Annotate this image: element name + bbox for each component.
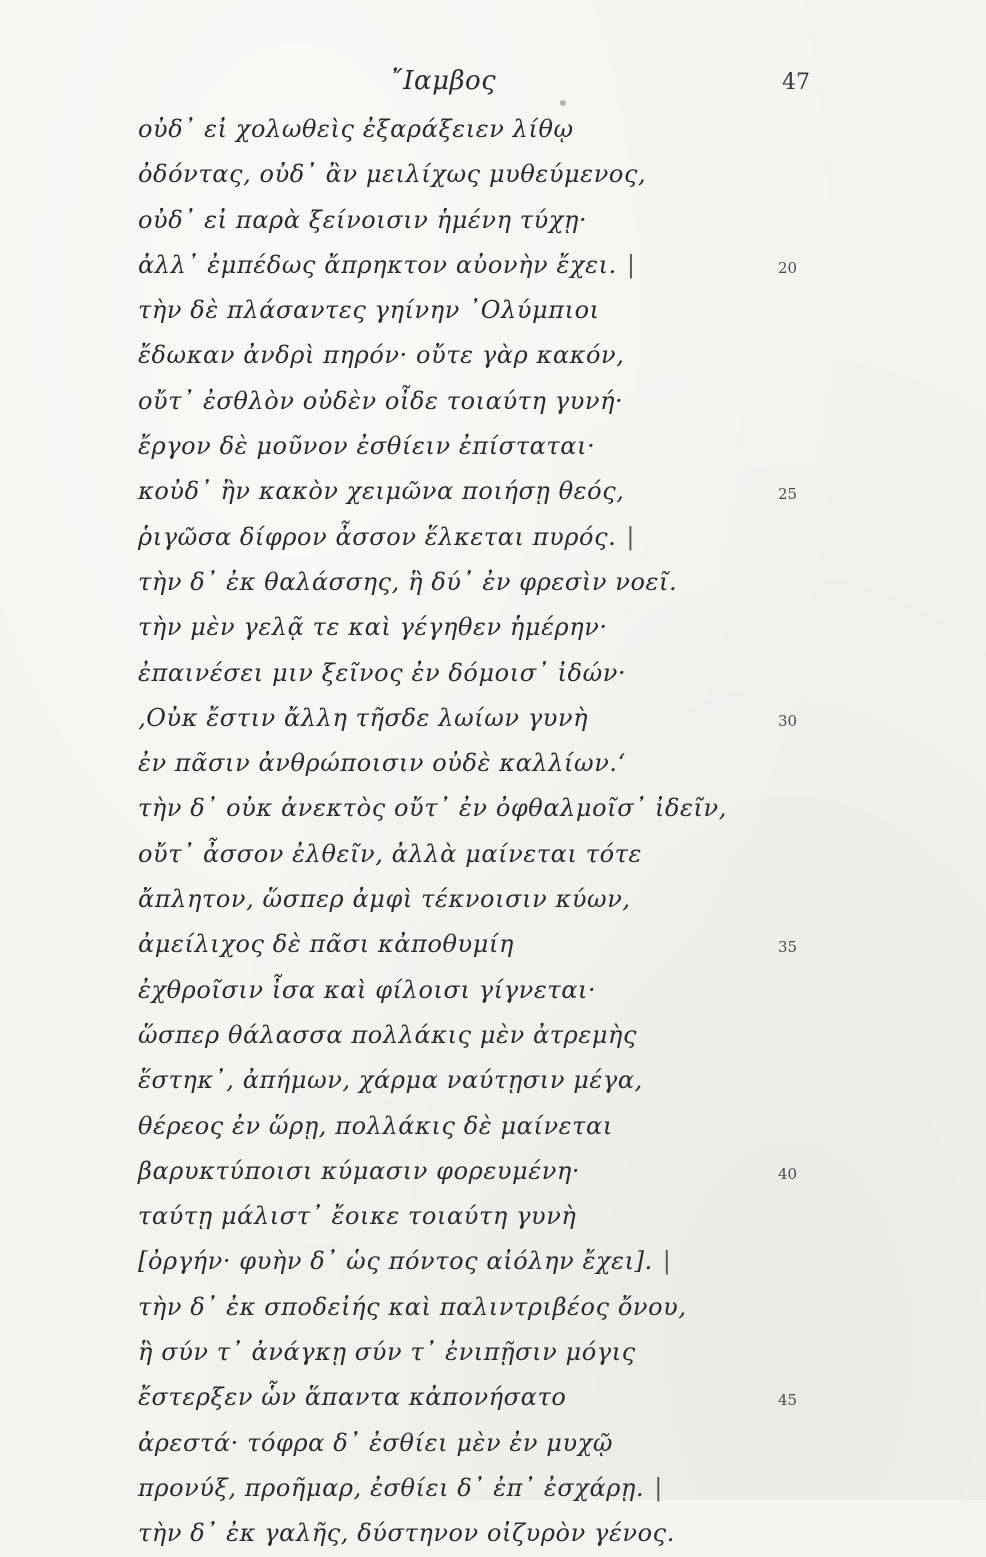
verse-text: ἔδωκαν ἀνδρὶ πηρόν· οὔτε γὰρ κακόν, — [138, 341, 625, 370]
verse-line — [138, 786, 838, 831]
verse-line — [138, 651, 838, 696]
line-number: 30 — [778, 711, 798, 730]
verse-text: ἄπλητον, ὥσπερ ἀμφὶ τέκνοισιν κύων, — [138, 885, 631, 914]
verse-text: οὐδ᾽ εἰ παρὰ ξείνοισιν ἡμένη τύχῃ· — [138, 205, 588, 234]
verse-line — [138, 1013, 838, 1058]
running-header — [0, 66, 986, 96]
caesura-mark: | — [654, 1473, 663, 1502]
caesura-mark: | — [626, 522, 636, 551]
verse-line — [138, 1466, 838, 1511]
page-number: 47 — [782, 70, 810, 95]
verse-text: ἔστερξεν ὧν ἅπαντα κἀπονήσατο — [138, 1383, 567, 1412]
verse-text: [ὀργήν· φυὴν δ᾽ ὡς πόντος αἰόλην ἔχει]. — [138, 1247, 653, 1276]
verse-text: ῥιγῶσα δίφρον ἆσσον ἕλκεται πυρός. — [138, 522, 617, 551]
verse-text: κοὐδ᾽ ἢν κακὸν χειμῶνα ποιήσῃ θεός, — [138, 477, 625, 506]
verse-line — [138, 877, 838, 922]
verse-text: τὴν δ᾽ οὐκ ἀνεκτὸς οὔτ᾽ ἐν ὀφθαλμοῖσ᾽ ἰδεῖν, — [138, 794, 727, 823]
verse-text: οὐδ᾽ εἰ χολωθεὶς ἐξαράξειεν λίθῳ — [138, 115, 574, 143]
verse-text: ἕστηκ᾽, ἀπήμων, χάρμα ναύτῃσιν μέγα, — [138, 1066, 643, 1095]
verse-text: ἔργον δὲ μοῦνον ἐσθίειν ἐπίσταται· — [138, 432, 596, 461]
verse-text: προνύξ, προῆμαρ, ἐσθίει δ᾽ ἐπ᾽ ἐσχάρῃ. — [138, 1473, 645, 1502]
line-number: 35 — [778, 938, 798, 957]
verse-text: τὴν δ᾽ ἐκ θαλάσσης, ἣ δύ᾽ ἐν φρεσὶν νοεῖ. — [138, 567, 678, 596]
verse-line — [138, 515, 838, 560]
verse-text: τὴν δ᾽ ἐκ γαλῆς, δύστηνον οἰζυρὸν γένος. — [138, 1519, 675, 1548]
ink-speck — [560, 100, 566, 106]
verse-line — [138, 288, 838, 333]
verse-line — [138, 1285, 838, 1330]
caesura-mark: | — [626, 250, 636, 279]
verse-line — [138, 560, 838, 605]
verse-line — [138, 1421, 838, 1466]
verse-line — [138, 832, 838, 877]
verse-line — [138, 1149, 838, 1194]
verse-text: ἣ σύν τ᾽ ἀνάγκῃ σύν τ᾽ ἐνιπῇσιν μόγις — [138, 1338, 636, 1367]
verse-text: ἐχθροῖσιν ἶσα καὶ φίλοισι γίγνεται· — [138, 975, 597, 1004]
line-number: 40 — [778, 1164, 798, 1183]
verse-text: ὀδόντας, οὐδ᾽ ἂν μειλίχως μυθεύμενος, — [138, 160, 647, 189]
line-number: 45 — [778, 1391, 798, 1410]
verse-line — [138, 469, 838, 514]
verse-line — [138, 1058, 838, 1103]
verse-line — [138, 107, 838, 152]
verse-line — [138, 198, 838, 243]
verse-line — [138, 1104, 838, 1149]
verse-line — [138, 424, 838, 469]
verse-text: ‚Οὐκ ἔστιν ἄλλη τῆσδε λωίων γυνὴ — [138, 703, 589, 732]
verse-text: ἐπαινέσει μιν ξεῖνος ἐν δόμοισ᾽ ἰδών· — [138, 658, 627, 687]
verse-text: ἀρεστά· τόφρα δ᾽ ἐσθίει μὲν ἐν μυχῷ — [138, 1428, 614, 1457]
verse-line — [138, 1375, 838, 1420]
running-header-title: ῎Ιαμβος — [389, 66, 497, 96]
verse-line — [138, 741, 838, 786]
verse-line — [138, 922, 838, 967]
verse-text: βαρυκτύποισι κύμασιν φορευμένη· — [138, 1156, 581, 1185]
verse-text: οὔτ᾽ ἆσσον ἐλθεῖν, ἀλλὰ μαίνεται τότε — [138, 839, 643, 868]
verse-line — [138, 379, 838, 424]
verse-text: ἐν πᾶσιν ἀνθρώποισιν οὐδὲ καλλίων.‘ — [138, 749, 626, 778]
verse-text: θέρεος ἐν ὥρῃ, πολλάκις δὲ μαίνεται — [138, 1111, 613, 1140]
verse-line — [138, 1239, 838, 1284]
line-number: 20 — [778, 258, 798, 277]
verse-text: τὴν δ᾽ ἐκ σποδεἰής καὶ παλιντριβέος ὄνου, — [138, 1292, 687, 1321]
verse-line — [138, 1511, 838, 1556]
verse-line — [138, 1330, 838, 1375]
verse-block — [138, 107, 838, 1557]
verse-text: ταύτῃ μάλιστ᾽ ἔοικε τοιαύτη γυνὴ — [138, 1202, 577, 1231]
line-number: 25 — [778, 485, 798, 504]
verse-line — [138, 333, 838, 378]
verse-text: τὴν δὲ πλάσαντες γηίνην ᾿Ολύμπιοι — [138, 296, 600, 325]
verse-line — [138, 152, 838, 197]
caesura-mark: | — [662, 1247, 672, 1276]
verse-text: ὥσπερ θάλασσα πολλάκις μὲν ἀτρεμὴς — [138, 1020, 638, 1049]
verse-text: ἀλλ᾽ ἐμπέδως ἄπρηκτον αὐονὴν ἔχει. — [138, 250, 617, 279]
verse-line — [138, 1194, 838, 1239]
verse-text: οὔτ᾽ ἐσθλὸν οὐδὲν οἶδε τοιαύτη γυνή· — [138, 386, 624, 415]
verse-line — [138, 696, 838, 741]
verse-text: ἀμείλιχος δὲ πᾶσι κἀποθυμίη — [138, 930, 514, 959]
verse-text: τὴν μὲν γελᾷ τε καὶ γέγηθεν ἡμέρην· — [138, 613, 608, 642]
verse-line — [138, 243, 838, 288]
verse-line — [138, 605, 838, 650]
verse-line — [138, 968, 838, 1013]
